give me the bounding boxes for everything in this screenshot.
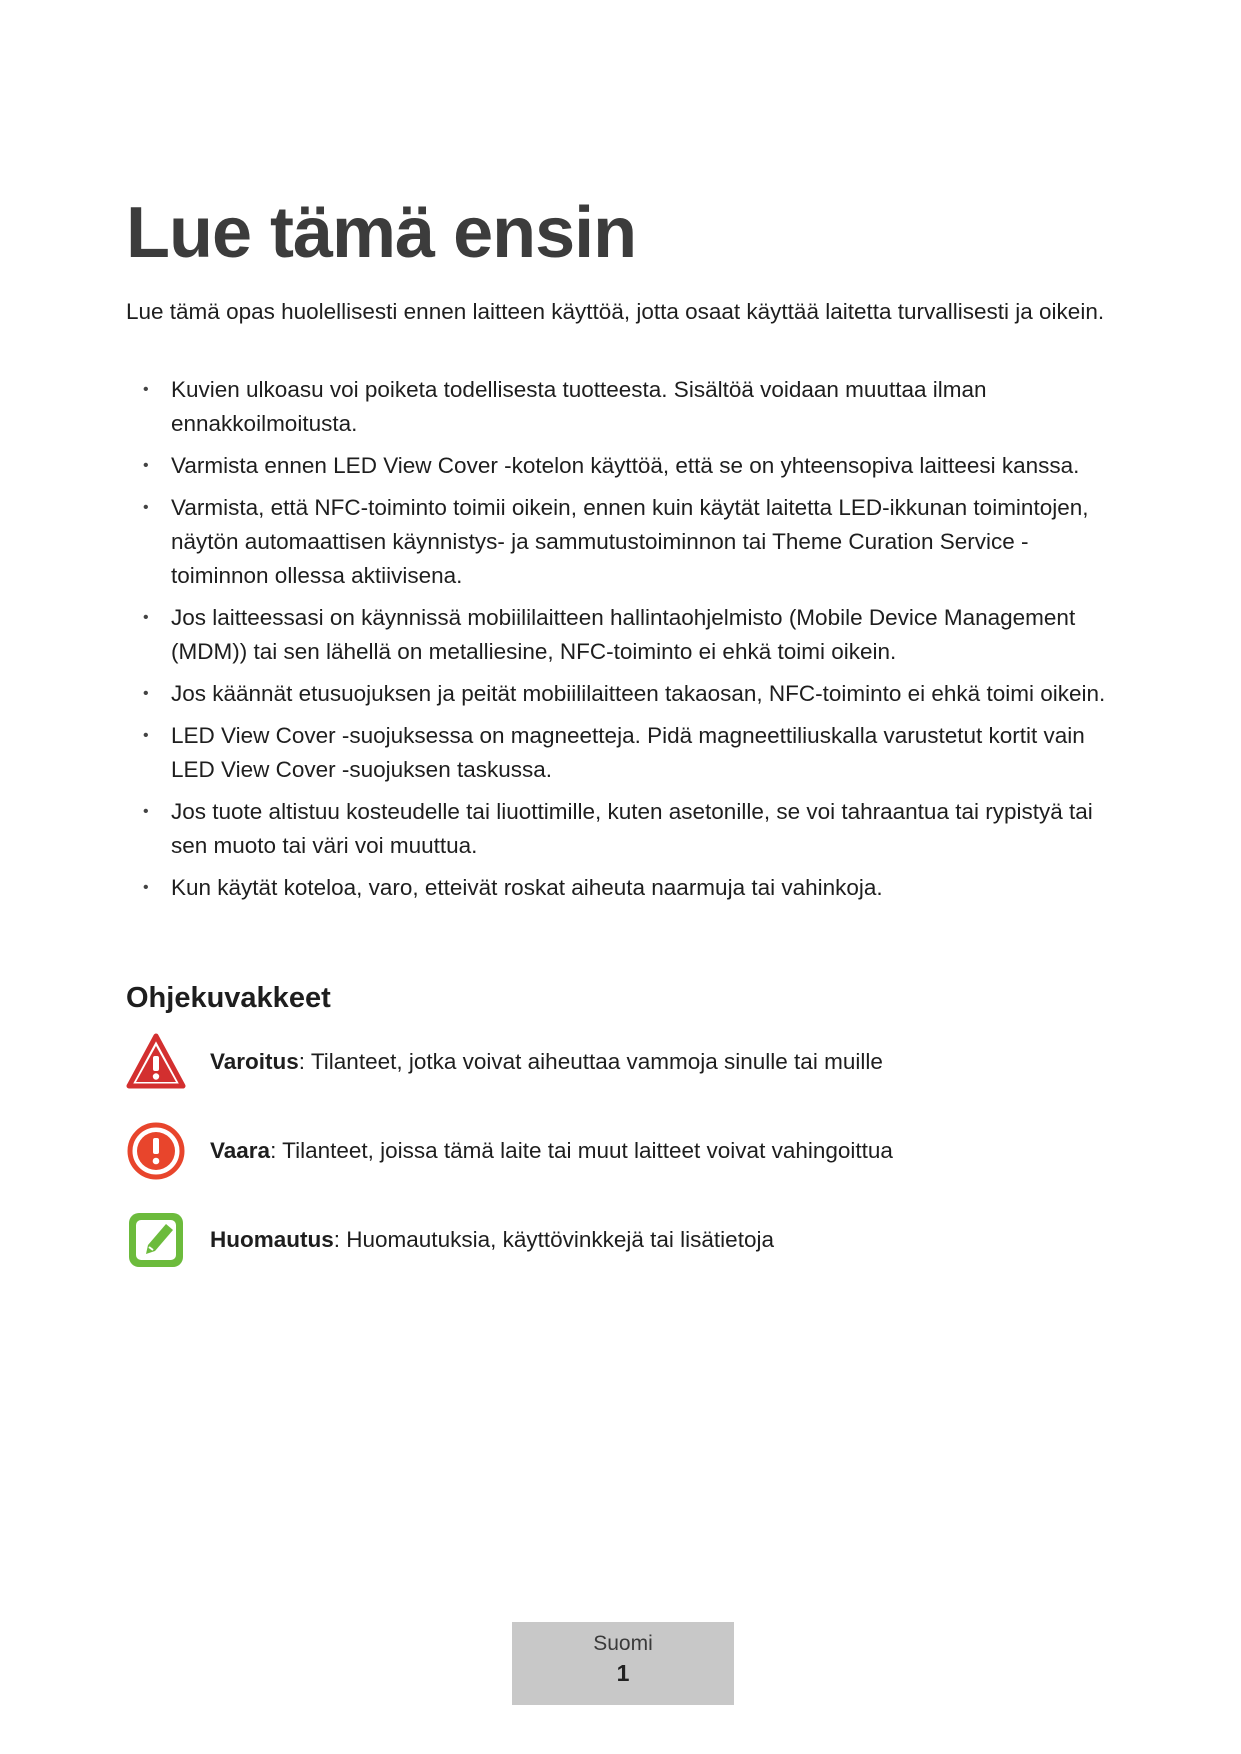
note-pen-icon [126,1210,186,1270]
bullet-marker: • [143,457,149,474]
list-item-text: Jos käännät etusuojuksen ja peität mobiililaitteen takaosan, NFC-toiminto ei ehkä toimi oikein. [171,681,1106,706]
bullet-marker: • [143,879,149,896]
page-footer [512,1622,734,1705]
list-item [126,601,1116,669]
list-item-text: Jos tuote altistuu kosteudelle tai liuottimille, kuten asetonille, se voi tahraantua tai rypistyä tai sen muoto tai väri voi muuttua. [171,799,1093,858]
section-title: Ohjekuvakkeet [126,982,331,1014]
icon-legend-text [210,1049,883,1075]
bullet-marker: • [143,609,149,626]
icon-legend-text [210,1138,893,1164]
icon-legend-label: Huomautus [210,1227,334,1252]
caution-circle-icon [126,1121,186,1181]
icon-legend-description: Tilanteet, joissa tämä laite tai muut laitteet voivat vahingoittua [276,1138,893,1163]
icon-legend-note [126,1210,1126,1270]
list-item-text: Kun käytät koteloa, varo, etteivät roskat aiheuta naarmuja tai vahinkoja. [171,875,883,900]
list-item [126,449,1116,483]
icon-legend-separator: : [298,1049,306,1074]
list-item [126,871,1116,905]
warning-triangle-icon [126,1032,186,1092]
page-number: 1 [616,1660,630,1686]
bullet-list [126,373,1116,913]
bullet-marker: • [143,381,149,398]
list-item [126,373,1116,441]
list-item [126,677,1116,711]
icon-legend-description: Tilanteet, jotka voivat aiheuttaa vammoja sinulle tai muille [305,1049,883,1074]
list-item-text: Kuvien ulkoasu voi poiketa todellisesta tuotteesta. Sisältöä voidaan muuttaa ilman ennakkoilmoitusta. [171,377,987,436]
list-item-text: Varmista ennen LED View Cover -kotelon käyttöä, että se on yhteensopiva laitteesi kanssa. [171,453,1080,478]
icon-legend-separator: : [270,1138,277,1163]
icon-legend-text [210,1227,774,1253]
footer-language: Suomi [593,1632,653,1655]
bullet-marker: • [143,803,149,820]
list-item-text: Varmista, että NFC-toiminto toimii oikein, ennen kuin käytät laitetta LED-ikkunan toimintojen, näytön automaattisen käynnistys- ja sammutustoiminnon tai Theme Curation Service -toiminnon ollessa aktiivisena. [171,495,1089,588]
list-item [126,719,1116,787]
icon-legend-label: Vaara [210,1138,271,1163]
list-item-text: Jos laitteessasi on käynnissä mobiililaitteen hallintaohjelmisto (Mobile Device Management (MDM)) tai sen lähellä on metalliesine, NFC-toiminto ei ehkä toimi oikein. [171,605,1076,664]
icon-legend-caution [126,1121,1126,1181]
list-item-text: LED View Cover -suojuksessa on magneetteja. Pidä magneettiliuskalla varustetut kortit vain LED View Cover -suojuksen taskussa. [171,723,1085,782]
intro-paragraph: Lue tämä opas huolellisesti ennen laitteen käyttöä, jotta osaat käyttää laitetta turvallisesti ja oikein. [126,299,1105,324]
icon-legend-warning [126,1032,1126,1092]
list-item [126,491,1116,593]
icon-legend-description: Huomautuksia, käyttövinkkejä tai lisätietoja [340,1227,774,1252]
page-title: Lue tämä ensin [126,193,637,273]
bullet-marker: • [143,727,149,744]
icon-legend-separator: : [333,1227,341,1252]
bullet-marker: • [143,685,149,702]
icon-legend-label: Varoitus [210,1049,299,1074]
list-item [126,795,1116,863]
bullet-marker: • [143,499,149,516]
